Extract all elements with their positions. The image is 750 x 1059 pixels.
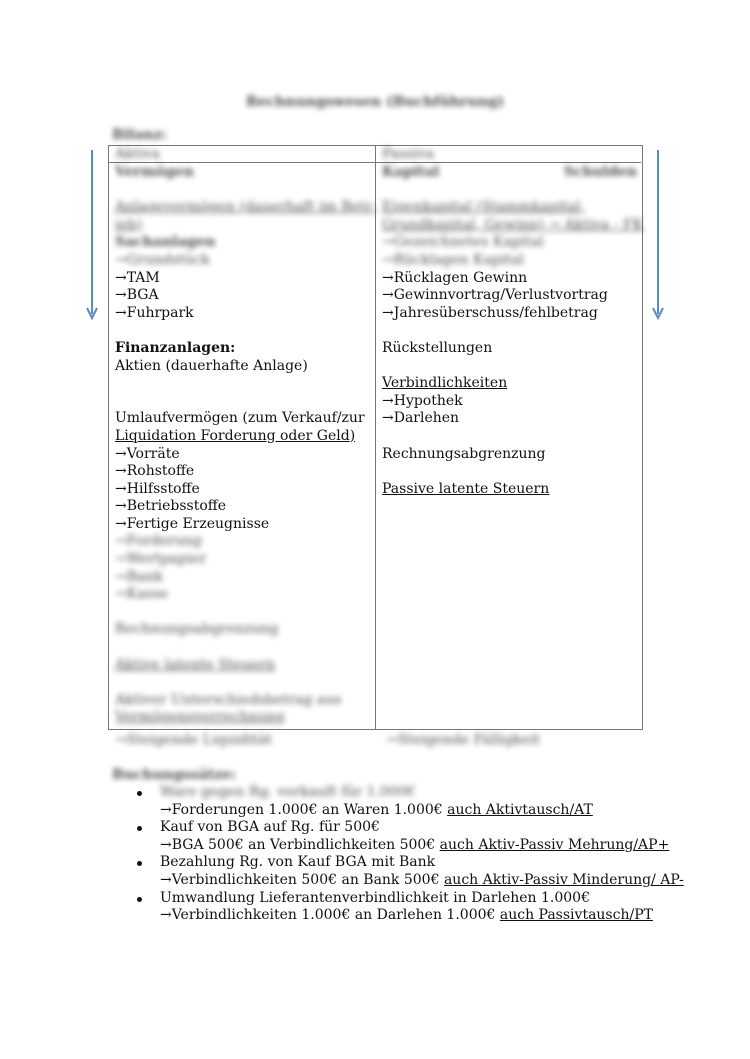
list-item xyxy=(140,854,684,889)
passiva-rechnungsabgrenzung: Rechnungsabgrenzung xyxy=(382,445,546,462)
bilanz-heading: Bilanz: xyxy=(112,127,167,143)
umlauf-item: →Hilfsstoffe xyxy=(115,480,200,497)
aktive-latente-steuern: Aktive latente Steuern xyxy=(115,656,275,673)
buchung-entry: →BGA 500€ an Verbindlichkeiten 500€ auch Aktiv-Passiv Mehrung/AP+ xyxy=(160,836,670,853)
buchung-description: Umwandlung Lieferantenverbindlichkeit in Darlehen 1.000€ xyxy=(160,889,590,906)
umlauf-item: →Vorräte xyxy=(115,445,180,462)
anlagevermoegen-line2: ieb) xyxy=(115,216,143,233)
sachanlage-item: →Fuhrpark xyxy=(115,304,194,321)
eigenkapital-item: →Jahresüberschuss/fehlbetrag xyxy=(382,304,598,321)
list-item xyxy=(140,819,684,854)
buchung-entry: →Verbindlichkeiten 1.000€ an Darlehen 1.000€ auch Passivtausch/PT xyxy=(160,907,653,924)
ruecklagen-kapital: →Rücklagen Kapital xyxy=(382,251,524,268)
aktiva-column xyxy=(115,164,377,727)
schulden-label: Schulden xyxy=(563,164,637,180)
umlauf-item: →Betriebsstoffe xyxy=(115,498,227,515)
anlagevermoegen-line1: Anlagevermögen (dauerhaft im Betr- xyxy=(115,199,377,216)
umlauf-item: →Fertige Erzeugnisse xyxy=(115,515,270,532)
umlauf-item: →Kasse xyxy=(115,586,169,603)
left-down-arrow-icon xyxy=(86,150,98,322)
unterschiedsbetrag-line1: Aktiver Unterschiedsbetrag aus xyxy=(115,691,342,708)
buchung-description: Bezahlung Rg. von Kauf BGA mit Bank xyxy=(160,854,436,871)
right-down-arrow-icon xyxy=(652,150,664,322)
sachanlage-item: →BGA xyxy=(115,287,159,304)
sachanlagen-label: Sachanlagen xyxy=(115,234,216,251)
aktien-item: Aktien (dauerhafte Anlage) xyxy=(115,357,308,374)
aktiva-rechnungsabgrenzung: Rechnungsabgrenzung xyxy=(115,621,279,638)
passiva-header: Passiva xyxy=(382,146,435,162)
finanzanlagen-label: Finanzanlagen: xyxy=(115,339,236,356)
eigenkapital-line2: Grundkapital, Gewinn) → Aktiva - FK xyxy=(382,216,644,233)
buchung-type: auch Aktiv-Passiv Minderung/ AP- xyxy=(443,871,684,888)
page-title: Rechnungswesen (Buchführung) xyxy=(245,94,505,110)
umlauf-item: →Rohstoffe xyxy=(115,463,195,480)
buchung-type: auch Aktiv-Passiv Mehrung/AP+ xyxy=(439,836,670,853)
buchung-type: auch Aktivtausch/AT xyxy=(447,801,593,818)
buchung-entry: →Verbindlichkeiten 500€ an Bank 500€ auch Aktiv-Passiv Minderung/ AP- xyxy=(160,871,684,888)
buchung-entry: →Forderungen 1.000€ an Waren 1.000€ auch Aktivtausch/AT xyxy=(160,801,593,818)
grundstueck-item: →Grundstück xyxy=(115,251,210,268)
rueckstellungen-label: Rückstellungen xyxy=(382,339,493,356)
buchung-description: Ware gegen Rg. verkauft für 1.000€ xyxy=(160,784,416,800)
bullet-icon xyxy=(137,897,142,902)
buchungssaetze-list xyxy=(140,784,684,925)
aktiva-footer: →Steigende Liquidität xyxy=(115,732,272,748)
list-item xyxy=(140,890,684,925)
umlauf-item: →Bank xyxy=(115,568,163,585)
eigenkapital-line1: Eigenkapital (Stammkapital, xyxy=(382,199,585,216)
buchung-description: Kauf von BGA auf Rg. für 500€ xyxy=(160,819,380,836)
gezeichnetes-kapital: →Gezeichnetes Kapital xyxy=(382,234,544,251)
aktiva-header: Aktiva xyxy=(115,146,160,162)
list-item xyxy=(140,784,684,819)
verbindlichkeiten-label: Verbindlichkeiten xyxy=(382,375,508,392)
eigenkapital-item: →Rücklagen Gewinn xyxy=(382,269,528,286)
passiva-column xyxy=(382,164,644,498)
buchungssaetze-heading: Buchungssätze: xyxy=(112,767,237,783)
umlaufvermoegen-line2: Liquidation Forderung oder Geld) xyxy=(115,427,356,444)
verbindlichkeit-item: →Hypothek xyxy=(382,392,463,409)
umlaufvermoegen-line1: Umlaufvermögen (zum Verkauf/zur xyxy=(115,410,365,427)
verbindlichkeit-item: →Darlehen xyxy=(382,410,460,427)
umlauf-item: →Forderung xyxy=(115,533,202,550)
sachanlage-item: →TAM xyxy=(115,269,160,286)
passiva-footer: →Steigende Fälligkeit xyxy=(386,732,541,748)
unterschiedsbetrag-line2: Vermögensverrechnung xyxy=(115,709,285,726)
buchung-type: auch Passivtausch/PT xyxy=(499,907,653,924)
umlauf-item: →Wertpapier xyxy=(115,551,207,568)
vermoegen-label: Vermögen xyxy=(115,164,194,180)
kapital-label: Kapital xyxy=(382,164,440,180)
eigenkapital-item: →Gewinnvortrag/Verlustvortrag xyxy=(382,287,608,304)
passive-latente-steuern: Passive latente Steuern xyxy=(382,480,550,497)
kapital-row xyxy=(382,164,637,182)
